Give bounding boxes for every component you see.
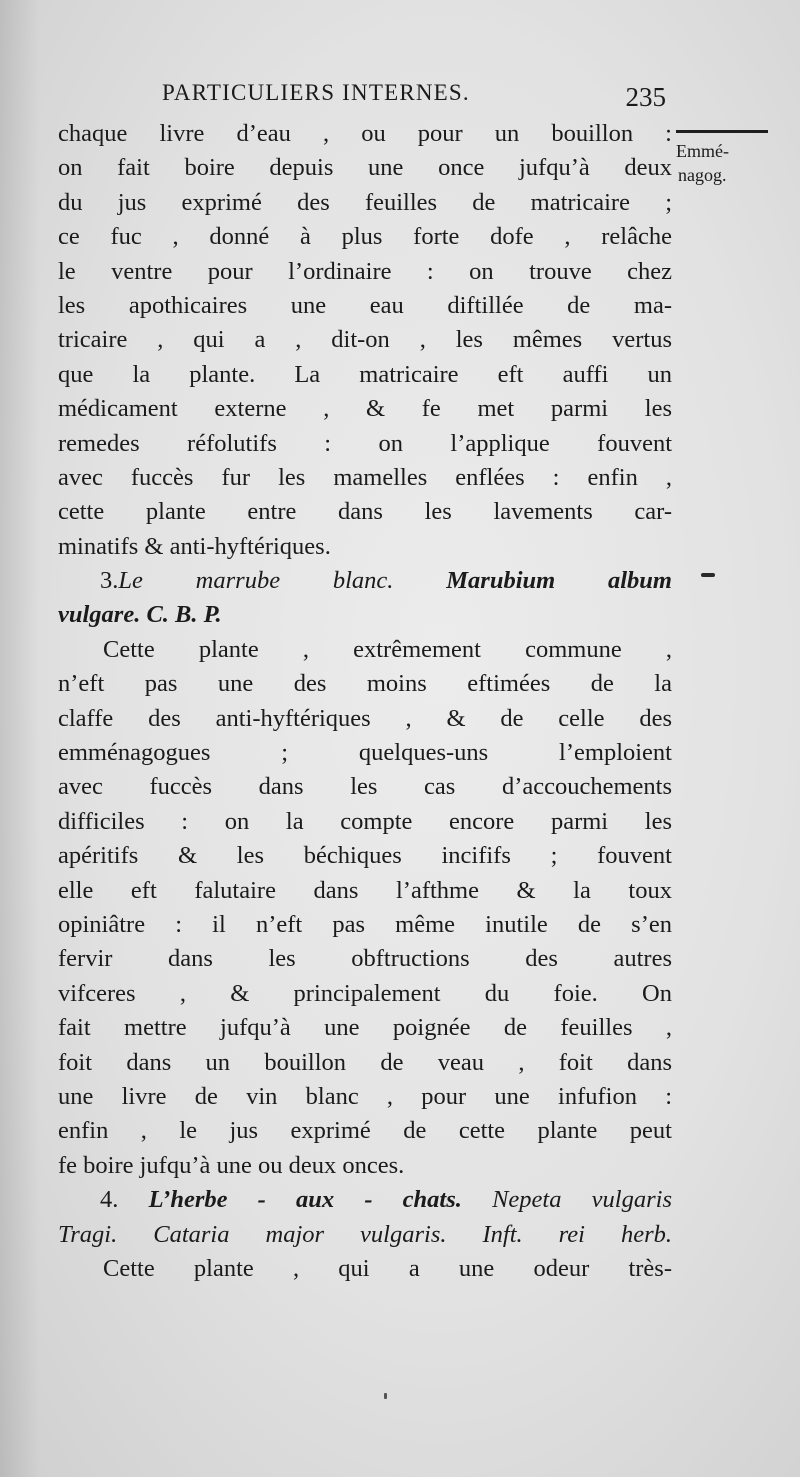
margin-note-line-1: Emmé- — [676, 141, 729, 161]
text-line: difficiles : on la compte encore parmi les — [58, 807, 672, 835]
entry-latin-reference: vulgare. C. B. P. — [58, 601, 222, 629]
entry-number: 4. — [100, 1186, 119, 1214]
entry-heading-nepeta — [58, 1183, 672, 1217]
text-line: avec fuccès fur les mamelles enflées : enfin , — [58, 463, 672, 491]
entry-french-name: L’herbe - aux - chats. — [148, 1186, 462, 1214]
margin-note-line-2: nagog. — [678, 165, 727, 185]
entry-latin-name: Nepeta vulgaris — [492, 1186, 672, 1214]
margin-note — [676, 130, 786, 187]
text-line: ce fuc , donné à plus forte dofe , relâche — [58, 223, 672, 251]
text-line: remedes réfolutifs : on l’applique fouvent — [58, 429, 672, 457]
text-line: foit dans un bouillon de veau , foit dans — [58, 1048, 672, 1076]
running-head — [162, 80, 682, 116]
text-line: apéritifs & les béchiques incififs ; fouvent — [58, 842, 672, 870]
margin-rule — [676, 130, 768, 133]
text-line: emménagogues ; quelques-uns l’emploient — [58, 739, 672, 767]
entry-latin-reference: Tragi. Cataria major vulgaris. Inft. rei herb. — [58, 1220, 672, 1248]
entry-latin-name: Marubium album — [446, 567, 672, 595]
text-line: avec fuccès dans les cas d’accouchements — [58, 773, 672, 801]
text-line: vifceres , & principalement du foie. On — [58, 979, 672, 1007]
text-line: elle eft falutaire dans l’afthme & la toux — [58, 876, 672, 904]
text-line: Cette plante , qui a une odeur très- — [103, 1254, 672, 1282]
text-line: tricaire , qui a , dit-on , les mêmes vertus — [58, 326, 672, 354]
text-line: fe boire jufqu’à une ou deux onces. — [58, 1151, 405, 1179]
paper-speck — [384, 1393, 387, 1399]
entry-heading-marrube — [58, 564, 672, 598]
gutter-shadow — [0, 0, 40, 1477]
text-line: fervir dans les obftructions des autres — [58, 945, 672, 973]
margin-mark — [701, 573, 715, 577]
text-line: opiniâtre : il n’eft pas même inutile de s’en — [58, 910, 672, 938]
text-line: claffe des anti-hyftériques , & de celle des — [58, 704, 672, 732]
entry-french-name: Le marrube blanc. — [118, 567, 394, 595]
text-line: minatifs & anti-hyftériques. — [58, 532, 331, 560]
text-line: le ventre pour l’ordinaire : on trouve chez — [58, 257, 672, 285]
text-line: Cette plante , extrêmement commune , — [103, 635, 672, 663]
text-line: que la plante. La matricaire eft auffi un — [58, 360, 672, 388]
text-line: fait mettre jufqu’à une poignée de feuilles , — [58, 1014, 672, 1042]
text-line: médicament externe , & fe met parmi les — [58, 395, 672, 423]
text-line: chaque livre d’eau , ou pour un bouillon : — [58, 120, 672, 147]
page-number: 235 — [625, 82, 666, 112]
body-text — [58, 117, 672, 1286]
text-line: n’eft pas une des moins eftimées de la — [58, 670, 672, 698]
text-line: une livre de vin blanc , pour une infufion : — [58, 1082, 672, 1110]
text-line: les apothicaires une eau diftillée de ma- — [58, 291, 672, 319]
text-line: on fait boire depuis une once jufqu’à deux — [58, 154, 672, 182]
text-line: du jus exprimé des feuilles de matricaire ; — [58, 188, 672, 216]
running-title: PARTICULIERS INTERNES. — [162, 80, 470, 105]
text-line: cette plante entre dans les lavements car- — [58, 498, 672, 526]
text-line: enfin , le jus exprimé de cette plante peut — [58, 1117, 672, 1145]
entry-number: 3. — [100, 567, 119, 595]
